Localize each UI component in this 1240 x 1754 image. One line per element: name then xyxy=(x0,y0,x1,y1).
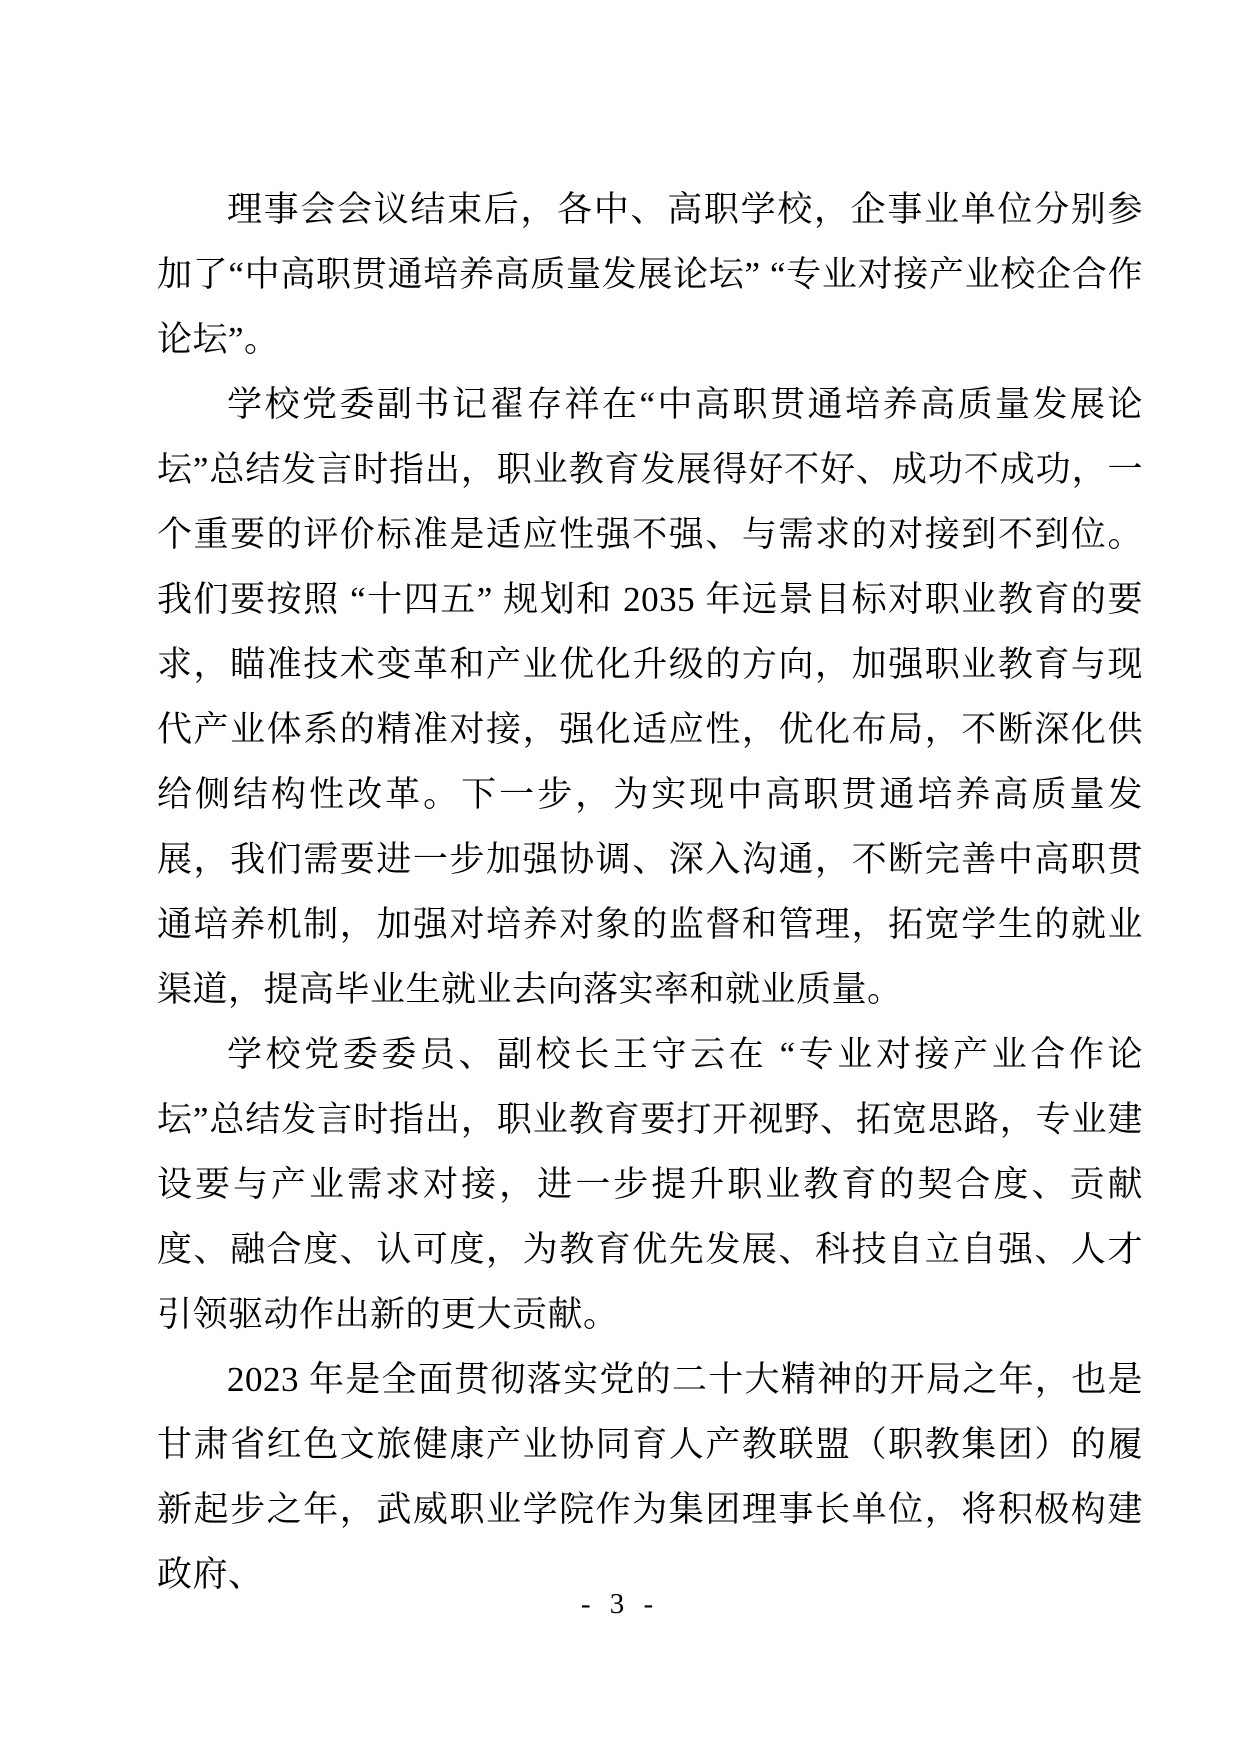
body-paragraph: 学校党委委员、副校长王守云在 “专业对接产业合作论坛”总结发言时指出，职业教育要打开视野、拓宽思路，专业建设要与产业需求对接，进一步提升职业教育的契合度、贡献度、融合度、认可度，为教育优先发展、科技自立自强、人才引领驱动作出新的更大贡献。 xyxy=(157,1035,1143,1334)
page-number: - 3 - xyxy=(580,1588,660,1620)
document-body xyxy=(157,177,1143,1607)
page-footer xyxy=(0,1588,1240,1621)
body-paragraph: 2023 年是全面贯彻落实党的二十大精神的开局之年，也是甘肃省红色文旅健康产业协同育人产教联盟（职教集团）的履新起步之年，武威职业学院作为集团理事长单位，将积极构建政府、 xyxy=(157,1360,1143,1594)
body-paragraph: 理事会会议结束后，各中、高职学校，企事业单位分别参加了“中高职贯通培养高质量发展论坛” “专业对接产业校企合作论坛”。 xyxy=(157,190,1143,359)
body-paragraph: 学校党委副书记翟存祥在“中高职贯通培养高质量发展论坛”总结发言时指出，职业教育发展得好不好、成功不成功，一个重要的评价标准是适应性强不强、与需求的对接到不到位。我们要按照 “十四五” 规划和 2035 年远景目标对职业教育的要求，瞄准技术变革和产业优化升级的方向，加强职业教育与现代产业体系的精准对接，强化适应性，优化布局，不断深化供给侧结构性改革。下一步，为实现中高职贯通培养高质量发展，我们需要进一步加强协调、深入沟通，不断完善中高职贯通培养机制，加强对培养对象的监督和管理，拓宽学生的就业渠道，提高毕业生就业去向落实率和就业质量。 xyxy=(157,385,1143,1009)
